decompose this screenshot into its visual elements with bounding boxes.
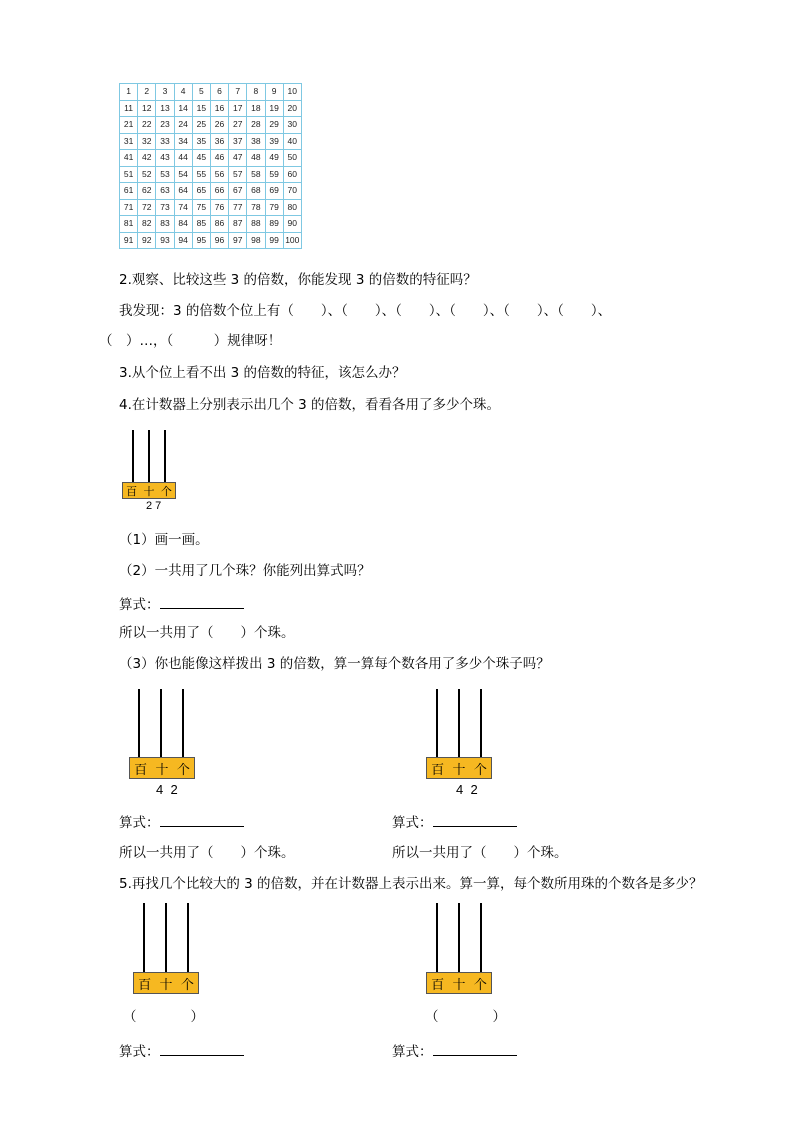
chart-cell: 69	[265, 183, 283, 200]
chart-cell: 15	[192, 100, 210, 117]
chart-row	[120, 166, 302, 183]
chart-cell: 5	[192, 84, 210, 101]
chart-cell: 38	[247, 133, 265, 150]
chart-cell: 95	[192, 232, 210, 249]
chart-cell: 48	[247, 150, 265, 167]
abacus-rod-hundreds	[436, 903, 438, 973]
number-blank-left[interactable]: （ ）	[123, 1009, 204, 1025]
chart-cell: 96	[210, 232, 228, 249]
chart-cell: 53	[156, 166, 174, 183]
chart-cell: 57	[229, 166, 247, 183]
chart-cell: 23	[156, 117, 174, 134]
chart-cell: 32	[138, 133, 156, 150]
chart-cell: 73	[156, 199, 174, 216]
chart-cell: 91	[120, 232, 138, 249]
chart-cell: 47	[229, 150, 247, 167]
chart-cell: 18	[247, 100, 265, 117]
chart-cell: 64	[174, 183, 192, 200]
chart-cell: 90	[283, 216, 301, 233]
chart-cell: 76	[210, 199, 228, 216]
chart-cell: 36	[210, 133, 228, 150]
chart-cell: 19	[265, 100, 283, 117]
chart-cell: 75	[192, 199, 210, 216]
chart-row	[120, 183, 302, 200]
question-4-sub-3: （3）你也能像这样拨出 3 的倍数，算一算每个数各用了多少个珠子吗？	[119, 656, 550, 672]
chart-cell: 88	[247, 216, 265, 233]
chart-cell: 79	[265, 199, 283, 216]
abacus-base	[129, 757, 195, 779]
question-4-sub-2: （2）一共用了几个珠？你能列出算式吗？	[119, 563, 371, 579]
chart-cell: 39	[265, 133, 283, 150]
formula-row	[119, 594, 244, 614]
chart-cell: 74	[174, 199, 192, 216]
hundreds-label: 百	[126, 484, 138, 498]
formula-row-right	[392, 812, 517, 832]
chart-cell: 99	[265, 232, 283, 249]
chart-cell: 92	[138, 232, 156, 249]
ones-label: 个	[473, 977, 487, 993]
abacus-rod-tens	[148, 430, 150, 483]
chart-cell: 97	[229, 232, 247, 249]
abacus-rod-hundreds	[143, 903, 145, 973]
chart-cell: 20	[283, 100, 301, 117]
abacus-base	[122, 482, 176, 499]
tens-label: 十	[159, 977, 173, 993]
chart-cell: 25	[192, 117, 210, 134]
chart-cell: 80	[283, 199, 301, 216]
chart-cell: 33	[156, 133, 174, 150]
abacus-rod-hundreds	[132, 430, 134, 483]
chart-cell: 44	[174, 150, 192, 167]
formula-label: 算式：	[392, 1044, 433, 1060]
chart-row	[120, 133, 302, 150]
chart-row	[120, 150, 302, 167]
chart-cell: 86	[210, 216, 228, 233]
chart-cell: 59	[265, 166, 283, 183]
chart-cell: 31	[120, 133, 138, 150]
chart-cell: 61	[120, 183, 138, 200]
chart-cell: 89	[265, 216, 283, 233]
question-2-answer-line-1: 我发现：3 的倍数个位上有（ ）、（ ）、（ ）、（ ）、（ ）、（ ）、	[119, 303, 612, 319]
chart-cell: 21	[120, 117, 138, 134]
abacus-right	[426, 689, 492, 779]
chart-cell: 30	[283, 117, 301, 134]
question-2-answer-line-2: （ ）…，（ ）规律呀！	[99, 333, 282, 349]
chart-cell: 12	[138, 100, 156, 117]
chart-cell: 78	[247, 199, 265, 216]
chart-cell: 84	[174, 216, 192, 233]
formula-blank[interactable]	[433, 812, 517, 827]
total-beads-line-right: 所以一共用了（ ）个珠。	[392, 845, 568, 861]
abacus-rod-tens	[165, 903, 167, 973]
total-beads-line-left: 所以一共用了（ ）个珠。	[119, 845, 295, 861]
chart-cell: 11	[120, 100, 138, 117]
chart-cell: 43	[156, 150, 174, 167]
abacus-small	[122, 430, 176, 499]
chart-cell: 17	[229, 100, 247, 117]
chart-cell: 62	[138, 183, 156, 200]
chart-cell: 50	[283, 150, 301, 167]
chart-cell: 24	[174, 117, 192, 134]
chart-cell: 55	[192, 166, 210, 183]
chart-cell: 52	[138, 166, 156, 183]
chart-cell: 22	[138, 117, 156, 134]
chart-cell: 58	[247, 166, 265, 183]
chart-cell: 7	[229, 84, 247, 101]
chart-cell: 13	[156, 100, 174, 117]
abacus-rod-tens	[160, 689, 162, 758]
formula-label: 算式：	[119, 1044, 160, 1060]
chart-cell: 54	[174, 166, 192, 183]
abacus-q5-left	[133, 903, 199, 994]
chart-row	[120, 84, 302, 101]
formula-label: 算式：	[119, 815, 160, 831]
total-beads-line: 所以一共用了（ ）个珠。	[119, 625, 295, 641]
formula-blank[interactable]	[160, 812, 244, 827]
chart-cell: 60	[283, 166, 301, 183]
chart-cell: 77	[229, 199, 247, 216]
chart-cell: 42	[138, 150, 156, 167]
abacus-rod-ones	[480, 903, 482, 973]
chart-cell: 40	[283, 133, 301, 150]
chart-cell: 10	[283, 84, 301, 101]
chart-cell: 81	[120, 216, 138, 233]
question-4-text: 4.在计数器上分别表示出几个 3 的倍数，看看各用了多少个珠。	[119, 397, 501, 413]
hundreds-label: 百	[134, 762, 148, 778]
chart-cell: 41	[120, 150, 138, 167]
chart-cell: 27	[229, 117, 247, 134]
chart-cell: 45	[192, 150, 210, 167]
formula-label: 算式：	[119, 597, 160, 613]
chart-cell: 72	[138, 199, 156, 216]
chart-cell: 65	[192, 183, 210, 200]
abacus-rod-tens	[458, 689, 460, 758]
chart-cell: 16	[210, 100, 228, 117]
chart-row	[120, 216, 302, 233]
formula-blank[interactable]	[160, 1041, 244, 1056]
chart-cell: 2	[138, 84, 156, 101]
abacus-rod-hundreds	[436, 689, 438, 758]
formula-blank[interactable]	[433, 1041, 517, 1056]
chart-cell: 93	[156, 232, 174, 249]
tens-label: 十	[143, 484, 155, 498]
chart-cell: 26	[210, 117, 228, 134]
chart-row	[120, 199, 302, 216]
abacus-rod-ones	[164, 430, 166, 483]
chart-cell: 70	[283, 183, 301, 200]
chart-cell: 37	[229, 133, 247, 150]
tens-label: 十	[452, 977, 466, 993]
chart-cell: 63	[156, 183, 174, 200]
tens-label: 十	[452, 762, 466, 778]
formula-label: 算式：	[392, 815, 433, 831]
chart-cell: 6	[210, 84, 228, 101]
formula-row-left	[119, 812, 244, 832]
abacus-rod-hundreds	[138, 689, 140, 758]
chart-cell: 8	[247, 84, 265, 101]
chart-cell: 28	[247, 117, 265, 134]
chart-cell: 49	[265, 150, 283, 167]
hundreds-label: 百	[431, 977, 445, 993]
chart-cell: 35	[192, 133, 210, 150]
chart-cell: 68	[247, 183, 265, 200]
chart-row	[120, 232, 302, 249]
abacus-base	[426, 757, 492, 779]
abacus-rod-ones	[187, 903, 189, 973]
chart-cell: 46	[210, 150, 228, 167]
abacus-left	[129, 689, 195, 779]
ones-label: 个	[176, 762, 190, 778]
chart-cell: 56	[210, 166, 228, 183]
hundreds-label: 百	[138, 977, 152, 993]
chart-cell: 85	[192, 216, 210, 233]
question-5-text: 5.再找几个比较大的 3 的倍数，并在计数器上表示出来。算一算，每个数所用珠的个数各是多少？	[119, 876, 703, 892]
abacus-rod-ones	[480, 689, 482, 758]
chart-cell: 3	[156, 84, 174, 101]
chart-row	[120, 117, 302, 134]
chart-cell: 4	[174, 84, 192, 101]
chart-cell: 1	[120, 84, 138, 101]
hundreds-label: 百	[431, 762, 445, 778]
chart-cell: 14	[174, 100, 192, 117]
formula-row-q5-left	[119, 1041, 244, 1061]
abacus-rod-tens	[458, 903, 460, 973]
chart-cell: 67	[229, 183, 247, 200]
chart-cell: 29	[265, 117, 283, 134]
abacus-small-digits: 2 7	[146, 500, 162, 512]
ones-label: 个	[160, 484, 172, 498]
abacus-right-digits: 4 2	[456, 782, 478, 797]
question-2-text: 2.观察、比较这些 3 的倍数，你能发现 3 的倍数的特征吗？	[119, 272, 477, 288]
abacus-q5-right	[426, 903, 492, 994]
tens-label: 十	[155, 762, 169, 778]
chart-cell: 9	[265, 84, 283, 101]
formula-blank[interactable]	[160, 594, 244, 609]
formula-row-q5-right	[392, 1041, 517, 1061]
abacus-rod-ones	[182, 689, 184, 758]
chart-cell: 94	[174, 232, 192, 249]
ones-label: 个	[473, 762, 487, 778]
number-blank-right[interactable]: （ ）	[425, 1009, 506, 1025]
chart-cell: 66	[210, 183, 228, 200]
chart-cell: 98	[247, 232, 265, 249]
abacus-base	[133, 972, 199, 994]
chart-cell: 71	[120, 199, 138, 216]
question-4-sub-1: （1）画一画。	[119, 532, 209, 548]
chart-cell: 82	[138, 216, 156, 233]
chart-cell: 87	[229, 216, 247, 233]
chart-cell: 34	[174, 133, 192, 150]
question-3-text: 3.从个位上看不出 3 的倍数的特征，该怎么办？	[119, 365, 406, 381]
abacus-left-digits: 4 2	[156, 782, 178, 797]
abacus-base	[426, 972, 492, 994]
chart-cell: 83	[156, 216, 174, 233]
chart-cell: 51	[120, 166, 138, 183]
hundred-chart	[119, 83, 302, 249]
chart-row	[120, 100, 302, 117]
ones-label: 个	[180, 977, 194, 993]
chart-cell: 100	[283, 232, 301, 249]
